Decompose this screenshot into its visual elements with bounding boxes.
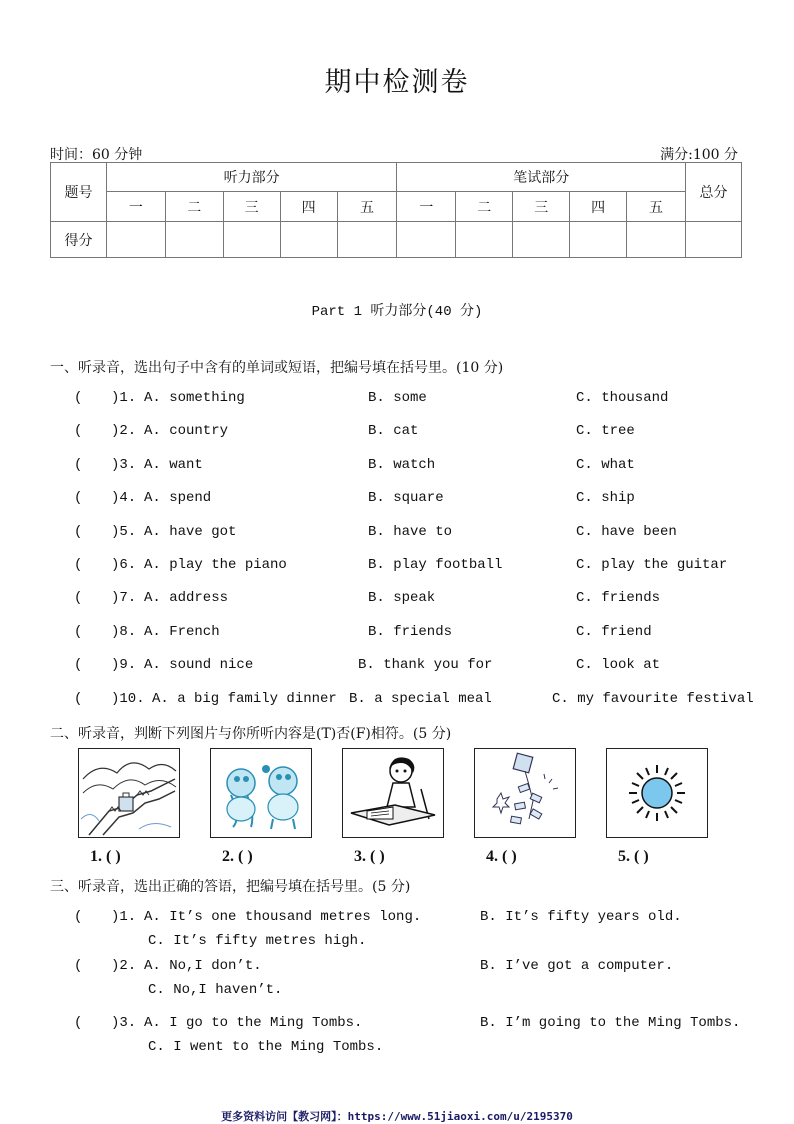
question-number: )1. [111, 909, 137, 925]
answer-bracket[interactable]: ( [74, 423, 83, 440]
question-number: )10. [111, 690, 145, 707]
question-number: )2. [111, 958, 137, 974]
option-a: A. No,I don’t. [144, 958, 262, 974]
score-row-label: 得分 [51, 222, 107, 258]
score-cell[interactable] [337, 222, 397, 258]
answer-bracket[interactable]: ( [74, 590, 83, 607]
picture-5 [606, 748, 708, 838]
picture-4-answer[interactable]: 4. ( ) [486, 848, 517, 865]
section1-heading: 一、听录音，选出句子中含有的单词或短语，把编号填在括号里。(10 分) [50, 360, 504, 376]
answer-bracket[interactable]: ( [74, 1015, 83, 1031]
option-b: B. thank you for [358, 657, 493, 674]
time-limit: 时间：60 分钟 [50, 147, 143, 163]
picture-2 [210, 748, 312, 838]
score-num: 五 [627, 192, 686, 222]
score-cell[interactable] [280, 222, 337, 258]
question-number: )5. [111, 523, 137, 540]
question-number: )6. [111, 557, 137, 573]
score-cell[interactable] [223, 222, 280, 258]
score-num: 二 [456, 192, 513, 222]
option-a: A. want [144, 456, 203, 473]
score-cell[interactable] [106, 222, 165, 258]
great-wall-icon [79, 749, 179, 837]
score-cell[interactable] [456, 222, 513, 258]
section2-heading: 二、听录音，判断下列图片与你所听内容是(T)否(F)相符。(5 分) [50, 726, 452, 742]
option-c: C. tree [576, 423, 635, 440]
score-cell[interactable] [570, 222, 627, 258]
picture-2-answer[interactable]: 2. ( ) [222, 848, 253, 865]
picture-3-answer[interactable]: 3. ( ) [354, 848, 385, 865]
score-header-total: 总分 [685, 163, 741, 222]
question-number: )8. [111, 623, 137, 640]
answer-bracket[interactable]: ( [74, 958, 83, 974]
picture-4 [474, 748, 576, 838]
footer-link[interactable]: 更多资料访问【教习网】：https://www.51jiaoxi.com/u/2195370 [221, 1110, 573, 1123]
girl-reading-icon [343, 749, 443, 837]
option-c: C. play the guitar [576, 557, 728, 573]
option-a: A. It’s one thousand metres long. [144, 909, 422, 925]
option-b: B. friends [368, 623, 453, 640]
picture-1 [78, 748, 180, 838]
score-cell[interactable] [627, 222, 686, 258]
option-a: A. country [144, 423, 229, 440]
option-b: B. cat [368, 423, 419, 440]
score-header-listening: 听力部分 [106, 163, 397, 192]
option-b: B. have to [368, 523, 453, 540]
question-number: )9. [111, 657, 137, 674]
option-c: C. my favourite festival [552, 690, 754, 707]
question-number: )1. [111, 390, 137, 406]
option-a: A. I go to the Ming Tombs. [144, 1015, 363, 1031]
option-a: A. have got [144, 523, 237, 540]
option-a: A. something [144, 390, 245, 406]
score-header-writing: 笔试部分 [397, 163, 686, 192]
answer-bracket[interactable]: ( [74, 557, 83, 573]
score-header-tihao: 题号 [51, 163, 107, 222]
option-b: B. I’ve got a computer. [480, 958, 674, 974]
answer-bracket[interactable]: ( [74, 523, 83, 540]
answer-bracket[interactable]: ( [74, 657, 83, 674]
part1-heading: Part 1 听力部分(40 分) [311, 304, 483, 320]
score-num: 四 [570, 192, 627, 222]
question-number: )3. [111, 1015, 137, 1031]
option-a: A. play the piano [144, 557, 287, 573]
answer-bracket[interactable]: ( [74, 456, 83, 473]
option-b: B. It’s fifty years old. [480, 909, 682, 925]
page-title: 期中检测卷 [324, 67, 470, 98]
option-c: C. friend [576, 623, 652, 640]
option-c: C. what [576, 456, 635, 473]
score-num: 四 [280, 192, 337, 222]
option-a: A. address [144, 590, 229, 607]
score-num: 二 [165, 192, 223, 222]
lion-dance-icon [211, 749, 311, 837]
score-num: 一 [397, 192, 456, 222]
option-c: C. I went to the Ming Tombs. [148, 1039, 384, 1055]
option-c: C. thousand [576, 390, 669, 406]
score-cell[interactable] [397, 222, 456, 258]
option-b: B. square [368, 490, 444, 507]
option-a: A. sound nice [144, 657, 254, 674]
option-a: A. a big family dinner [152, 690, 337, 707]
option-b: B. a special meal [349, 690, 492, 707]
score-num: 五 [337, 192, 397, 222]
option-b: B. play football [368, 557, 503, 573]
firecrackers-icon [475, 749, 575, 837]
score-num: 三 [223, 192, 280, 222]
option-c: C. No,I haven’t. [148, 982, 283, 998]
picture-3 [342, 748, 444, 838]
option-c: C. ship [576, 490, 635, 507]
score-cell[interactable] [685, 222, 741, 258]
option-a: A. French [144, 623, 220, 640]
score-num: 一 [106, 192, 165, 222]
option-c: C. look at [576, 657, 661, 674]
picture-5-answer[interactable]: 5. ( ) [618, 848, 649, 865]
option-b: B. some [368, 390, 427, 406]
score-cell[interactable] [513, 222, 570, 258]
score-cell[interactable] [165, 222, 223, 258]
option-c: C. have been [576, 523, 677, 540]
answer-bracket[interactable]: ( [74, 623, 83, 640]
question-number: )7. [111, 590, 137, 607]
option-c: C. It’s fifty metres high. [148, 933, 367, 949]
answer-bracket[interactable]: ( [74, 690, 83, 707]
option-a: A. spend [144, 490, 212, 507]
option-b: B. I’m going to the Ming Tombs. [480, 1015, 741, 1031]
option-b: B. watch [368, 456, 436, 473]
question-number: )2. [111, 423, 137, 440]
answer-bracket[interactable]: ( [74, 909, 83, 925]
option-b: B. speak [368, 590, 436, 607]
question-number: )4. [111, 490, 137, 507]
option-c: C. friends [576, 590, 661, 607]
answer-bracket[interactable]: ( [74, 490, 83, 507]
full-score: 满分:100 分 [660, 147, 738, 163]
sun-icon [607, 749, 707, 837]
answer-bracket[interactable]: ( [74, 390, 83, 406]
picture-1-answer[interactable]: 1. ( ) [90, 848, 121, 865]
question-number: )3. [111, 456, 137, 473]
section3-heading: 三、听录音，选出正确的答语，把编号填在括号里。(5 分) [50, 879, 411, 895]
score-table [50, 162, 742, 258]
score-num: 三 [513, 192, 570, 222]
